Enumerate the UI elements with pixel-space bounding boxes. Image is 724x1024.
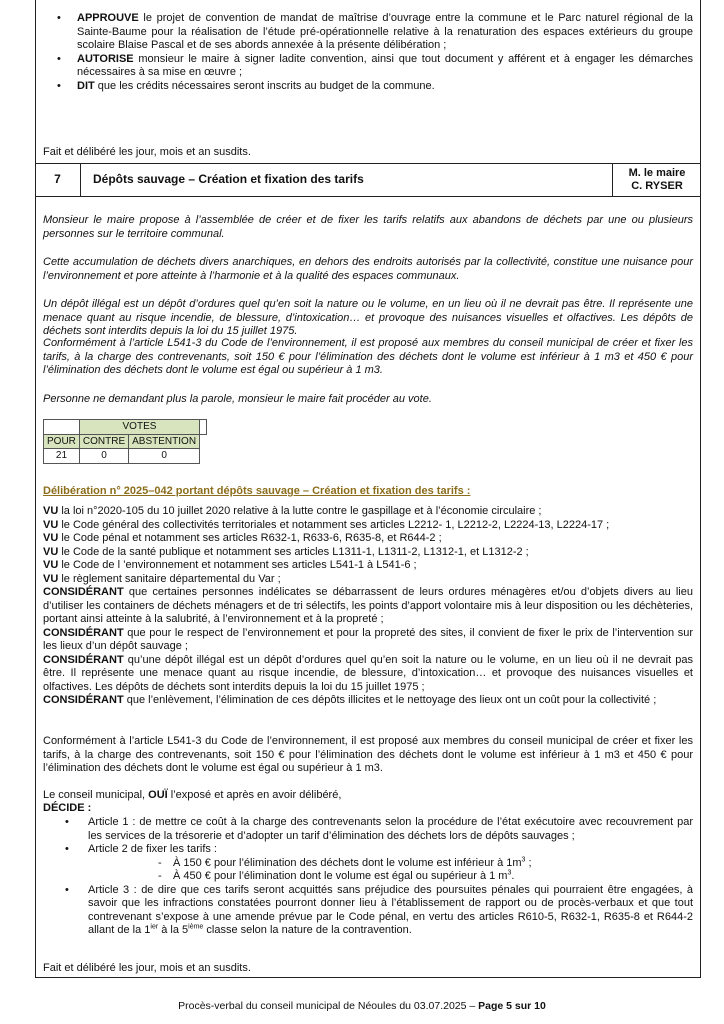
intro-p2: Cette accumulation de déchets divers anarchiques, en dehors des endroits autorisés par la collectivité, constitue une nuisance pour l’environnement et pore atteinte à l’harmonie et à la qualité des espaces communaux.	[43, 256, 693, 282]
item-presenter: M. le maire C. RYSER	[612, 164, 701, 196]
visa-line: VU le Code général des collectivités territoriales et notamment ses articles L2212- 1, L2212-2, L2224-13, L2224-17 ;	[43, 518, 610, 531]
list-item: • DIT que les crédits nécessaires seront inscrits au budget de la commune.	[77, 80, 693, 94]
article-2: • Article 2 de fixer les tarifs : - À 150 € pour l’élimination des déchets dont le volume est inférieur à $1m^3$ ; - À 450 € pour l’élimination dont le volume est égal ou supérieur à 1 $m^3$.	[43, 843, 693, 884]
considerant-line: CONSIDÉRANT que pour le respect de l’environnement et pour la propreté des sites, il convient de fixer le prix de l’intervention sur les lieux d’un dépôt sauvage ;	[43, 626, 693, 652]
tarif-1: - À 150 € pour l’élimination des déchets dont le volume est inférieur à $1m^3$ ;	[88, 857, 693, 871]
page-number: Page 5 sur 10	[478, 1000, 546, 1012]
value-abstention: 0	[129, 449, 200, 464]
value-pour: 21	[44, 449, 80, 464]
intro-p4: Conformément à l’article L541-3 du Code de l’environnement, il est proposé aux membres du conseil municipal de créer et fixer les tarifs, à la charge des contrevenants, soit 150 € pour l’élimination des déchets dont le volume est inférieur à 1 m3 et 450 € pour l’élimination des déchets dont le volume est égal ou supérieur à 1 m3.	[43, 337, 693, 376]
decide-line: DÉCIDE :	[43, 802, 92, 814]
votes-header: VOTES	[79, 420, 199, 435]
previous-item-decisions	[43, 12, 693, 93]
visa-line: VU le règlement sanitaire départemental du Var ;	[43, 572, 281, 585]
item-header	[35, 163, 701, 197]
considerants	[43, 505, 693, 708]
oui-line: Le conseil municipal, OUÏ l’exposé et après en avoir délibéré,	[43, 789, 342, 801]
fait-bottom: Fait et délibéré les jour, mois et an susdits.	[43, 962, 251, 974]
list-item: • APPROUVE le projet de convention de mandat de maîtrise d’ouvrage entre la commune et le Parc naturel régional de la Sainte-Baume pour la réalisation de l’étude pré-opérationnelle relative à la renaturation des espaces extérieurs du groupe scolaire Blaise Pascal et de ses abords annexée à la présente délibération ;	[77, 12, 693, 53]
visa-line: VU le Code pénal et notamment ses articles R632-1, R633-6, R635-8, et R644-2 ;	[43, 532, 442, 544]
visa-line: VU la loi n°2020-105 du 10 juillet 2020 relative à la lutte contre le gaspillage et à l’économie circulaire ;	[43, 505, 542, 517]
visa-line: VU le Code de l ’environnement et notamment ses articles L541-1 à L541-6 ;	[43, 559, 417, 571]
intro-p1: Monsieur le maire propose à l’assemblée de créer et de fixer les tarifs relatifs aux abandons de déchets par une ou plusieurs personnes sur le territoire communal.	[43, 214, 693, 240]
deliberation-title: Délibération n° 2025–042 portant dépôts sauvage – Création et fixation des tarifs :	[43, 485, 471, 497]
considerant-line: CONSIDÉRANT que l’enlèvement, l’élimination de ces dépôts illicites et le nettoyage des lieux ont un coût pour la collectivité ;	[43, 694, 657, 706]
intro-p3: Un dépôt illégal est un dépôt d’ordures quel qu’en soit la nature ou le volume, en un lieu où il ne devrait pas être. Il représente une menace quant au risque incendie, de blessure, d’intoxication… et provoque des nuisances visuelles et olfactives. Les dépôts de déchets sont interdits depuis la loi du 15 juillet 1975.	[43, 298, 693, 337]
considerant-line: CONSIDÉRANT qu’une dépôt illégal est un dépôt d’ordures quel qu’en soit la nature ou le volume, en un lieu où il ne devrait pas être. Il représente une menace quant au risque incendie, de blessure, d’intoxication… et provoque des nuisances visuelles et olfactives. Les dépôts de déchets sont interdits depuis la loi du 15 juillet 1975 ;	[43, 653, 693, 693]
decision-articles	[43, 816, 693, 938]
considerant-line: CONSIDÉRANT que certaines personnes indélicates se débarrassent de leurs ordures ménagères et/ou d’objets divers au lieu d’utiliser les containers de déchets ménagers et de tri sélectifs, les points d’apport volontaire mis à leur disposition ou les déchèteries, portant ainsi atteinte à la salubrité, à l’environnement et à la propreté ;	[43, 586, 693, 625]
conformement-paragraph: Conformément à l’article L541-3 du Code de l’environnement, il est proposé aux membres du conseil municipal de créer et fixer les tarifs, à la charge des contrevenants, soit 150 € pour l’élimination des déchets dont le volume est inférieur à 1 m3 et 450 € pour l’élimination des déchets dont le volume est égal ou supérieur à 1 m3.	[43, 735, 693, 774]
col-pour: POUR	[44, 434, 80, 449]
article-3: • Article 3 : de dire que ces tarifs seront acquittés sans préjudice des poursuites pénales qui pourraient être engagées, à savoir que les infractions constatées pourront donner lieu à l’établissement de rapport ou de procès-verbaux et que tout contrevenant s’expose à une amende prévue par le Code pénal, en vertu des articles R610-5, R632-1, R635-8 et R644-2 allant de la $1^{ier}$ à la 5ième classe selon la nature de la contravention.	[43, 884, 693, 938]
votes-table	[43, 419, 207, 464]
article-1: • Article 1 : de mettre ce coût à la charge des contrevenants selon la procédure de l’état exécutoire avec recouvrement par les services de la trésorerie et d’adopter un tarif d’élimination des déchets lors de dépôts sauvages ;	[43, 816, 693, 843]
tarif-2: - À 450 € pour l’élimination dont le volume est égal ou supérieur à 1 $m^3$.	[88, 870, 693, 884]
item-number: 7	[35, 164, 81, 196]
value-contre: 0	[79, 449, 128, 464]
col-abstention: ABSTENTION	[129, 434, 200, 449]
visa-line: VU le Code de la santé publique et notamment ses articles L1311-1, L1311-2, L1312-1, et L1312-2 ;	[43, 545, 529, 558]
intro-p5: Personne ne demandant plus la parole, monsieur le maire fait procéder au vote.	[43, 393, 432, 405]
list-item: • AUTORISE monsieur le maire à signer ladite convention, ainsi que tout document y afférent et à engager les démarches nécessaires à sa mise en œuvre ;	[77, 53, 693, 80]
item-title: Dépôts sauvage – Création et fixation des tarifs	[93, 172, 364, 187]
page-footer: Procès-verbal du conseil municipal de Néoules du 03.07.2025 – Page 5 sur 10	[178, 1000, 546, 1012]
col-contre: CONTRE	[79, 434, 128, 449]
fait-top: Fait et délibéré les jour, mois et an susdits.	[43, 146, 251, 158]
